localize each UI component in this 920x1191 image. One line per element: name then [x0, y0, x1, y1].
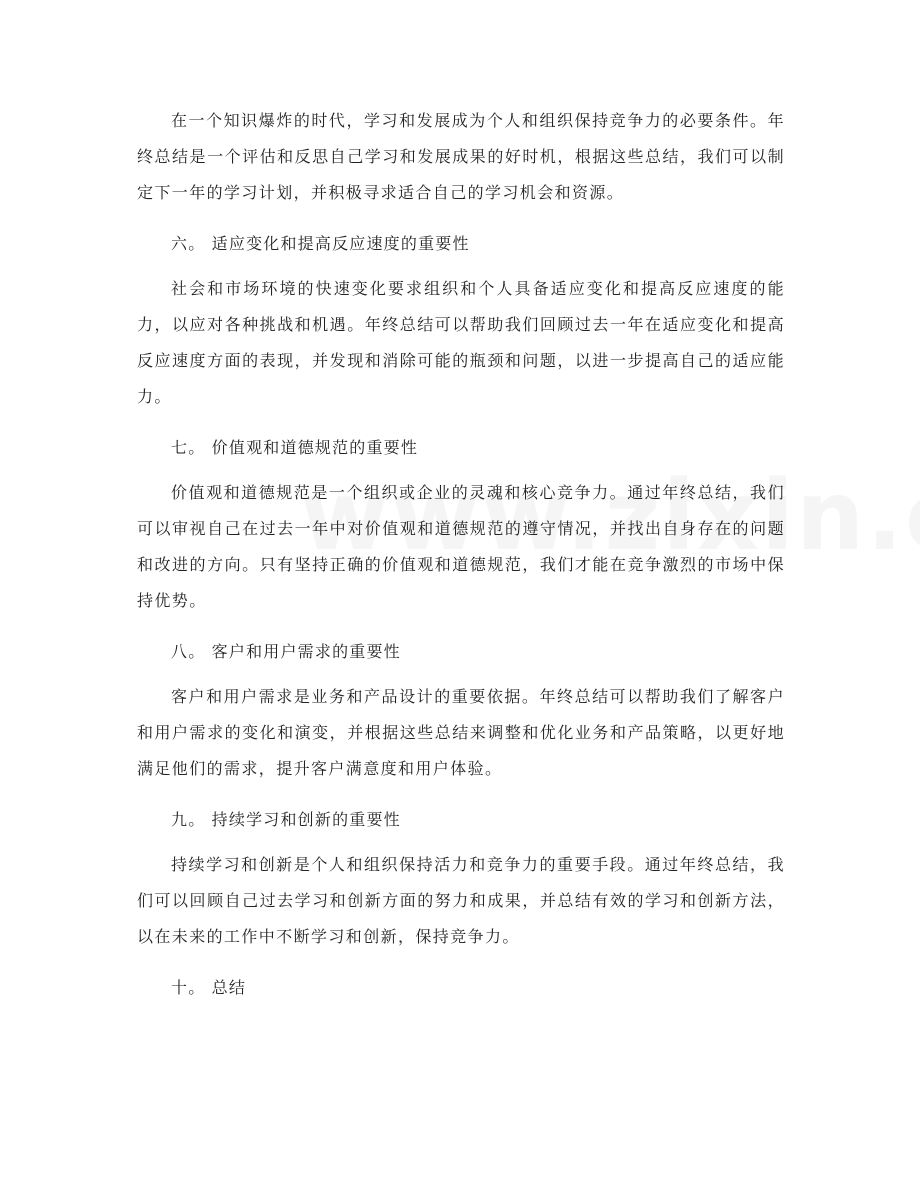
heading-section-6: 六。 适应变化和提高反应速度的重要性 [171, 234, 470, 253]
heading-section-8: 八。 客户和用户需求的重要性 [171, 642, 401, 661]
heading-section-9: 九。 持续学习和创新的重要性 [171, 810, 401, 829]
paragraph-adaptation: 社会和市场环境的快速变化要求组织和个人具备适应变化和提高反应速度的能力，以应对各种挑战和机遇。年终总结可以帮助我们回顾过去一年在适应变化和提高反应速度方面的表现，并发现和消除可能的瓶颈和问题，以进一步提高自己的适应能力。 [137, 279, 785, 406]
paragraph-customer-needs: 客户和用户需求是业务和产品设计的重要依据。年终总结可以帮助我们了解客户和用户需求的变化和演变，并根据这些总结来调整和优化业务和产品策略，以更好地满足他们的需求，提升客户满意度和用户体验。 [137, 687, 785, 778]
heading-section-10: 十。 总结 [171, 978, 247, 997]
heading-section-7: 七。 价值观和道德规范的重要性 [171, 438, 419, 457]
paragraph-values: 价值观和道德规范是一个组织或企业的灵魂和核心竞争力。通过年终总结，我们可以审视自己在过去一年中对价值观和道德规范的遵守情况，并找出自身存在的问题和改进的方向。只有坚持正确的价值观和道德规范，我们才能在竞争激烈的市场中保持优势。 [137, 483, 785, 610]
paragraph-learning: 在一个知识爆炸的时代，学习和发展成为个人和组织保持竞争力的必要条件。年终总结是一个评估和反思自己学习和发展成果的好时机，根据这些总结，我们可以制定下一年的学习计划，并积极寻求适合自己的学习机会和资源。 [137, 111, 785, 202]
paragraph-continuous-learning: 持续学习和创新是个人和组织保持活力和竞争力的重要手段。通过年终总结，我们可以回顾自己过去学习和创新方面的努力和成果，并总结有效的学习和创新方法，以在未来的工作中不断学习和创新，保持竞争力。 [137, 855, 785, 946]
